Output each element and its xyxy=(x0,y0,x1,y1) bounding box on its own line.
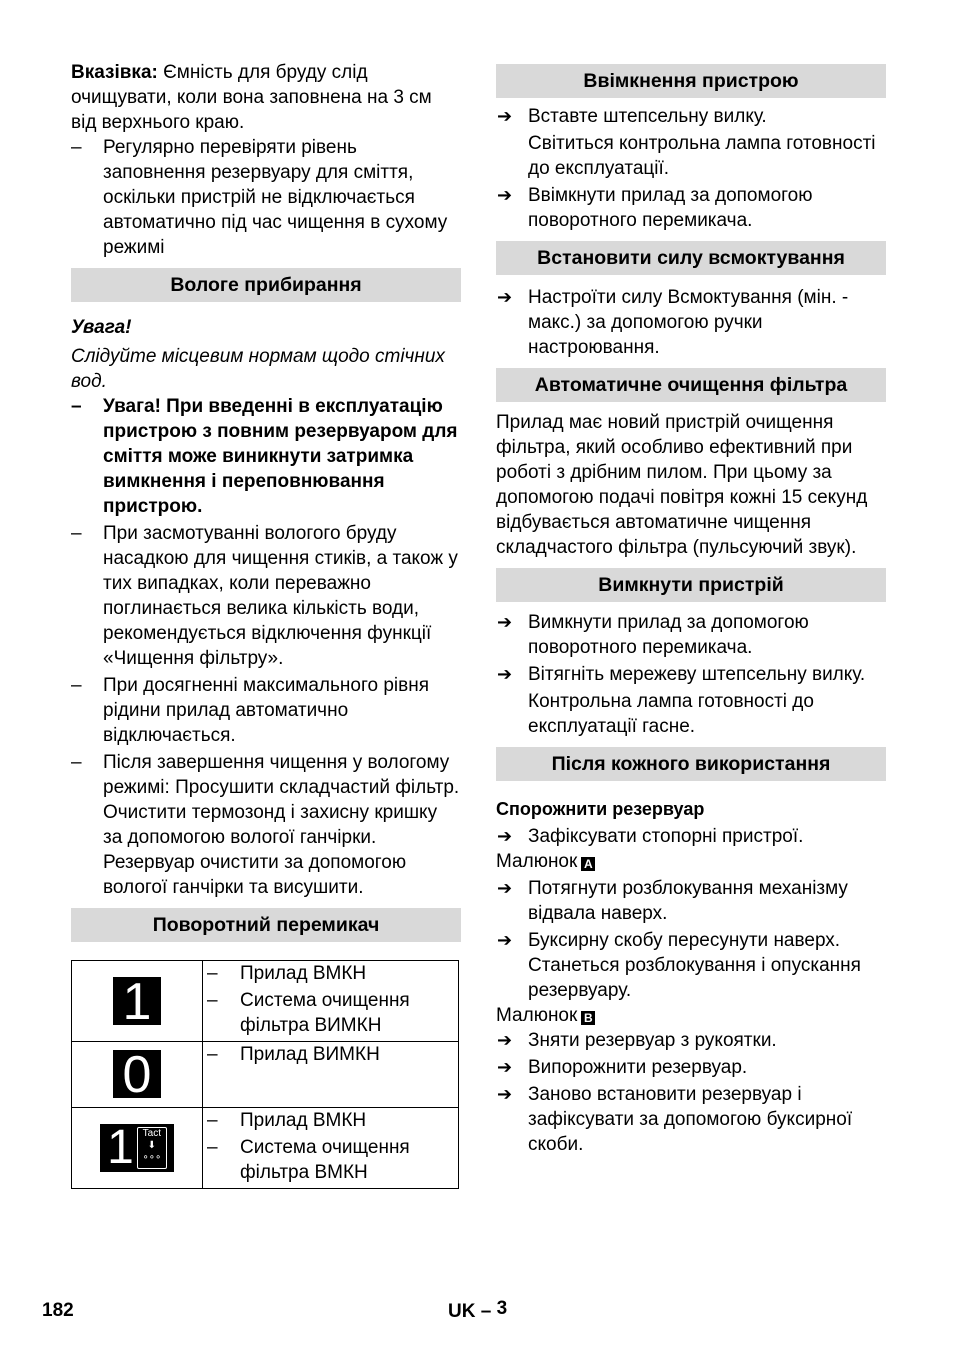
rotary-switch-heading: Поворотний перемикач xyxy=(71,908,461,942)
empty-tank-title: Спорожнити резервуар xyxy=(496,799,705,819)
left-column xyxy=(71,60,461,1189)
switch-on-heading: Ввімкнення пристрою xyxy=(496,64,886,98)
empty-step-6: ➔ Заново встановити резервуар і зафіксувати за допомогою буксирної скоби. xyxy=(496,1082,886,1157)
after-use-heading: Після кожного використання xyxy=(496,747,886,781)
filter-cleaning-heading: Автоматичне очищення фільтра xyxy=(496,368,886,402)
switch-off-step-1: ➔ Вимкнути прилад за допомогою поворотного перемикача. xyxy=(496,610,886,660)
empty-step-1: ➔ Зафіксувати стопорні пристрої. xyxy=(496,824,886,849)
tact-digit: 1 xyxy=(107,1121,134,1174)
suction-heading: Встановити силу всмоктування xyxy=(496,241,886,275)
note-label: Вказівка: xyxy=(71,62,158,83)
caution-label: Увага! xyxy=(71,317,132,338)
position-0-icon: 0 xyxy=(113,1050,161,1098)
position-1-icon: 1 xyxy=(113,977,161,1025)
switch-row-2-item-1: – Прилад ВИМКН xyxy=(207,1042,454,1067)
switch-on-step-1: ➔ Вставте штепсельну вилку. xyxy=(496,104,886,129)
language-code: UK xyxy=(448,1301,476,1322)
section-code xyxy=(448,1296,507,1324)
switch-text-cell xyxy=(203,1108,459,1189)
tact-label: Tact xyxy=(142,1128,162,1139)
suction-step: ➔ Настроїти силу Всмоктування (мін. - макс.) за допомогою ручки настроювання. xyxy=(496,285,886,360)
empty-step-2: ➔ Потягнути розблокування механізму відвала наверх. xyxy=(496,876,886,926)
figure-a-badge: A xyxy=(581,857,595,871)
switch-row-1 xyxy=(72,961,459,1042)
switch-row-3-item-2: – Система очищення фільтра ВМКН xyxy=(207,1135,454,1185)
switch-row-2 xyxy=(72,1042,459,1108)
wet-item-1: – Увага! При введенні в експлуатацію пристрою з повним резервуаром для сміття може виникнути затримка вимкнення і переповнювання пристрою. xyxy=(71,394,461,519)
switch-off-note: Контрольна лампа готовності до експлуатації гасне. xyxy=(528,691,814,737)
switch-row-3-item-1: – Прилад ВМКН xyxy=(207,1108,454,1133)
switch-off-step-2: ➔ Вітягніть мережеву штепсельну вилку. xyxy=(496,662,886,687)
switch-row-1-item-1: – Прилад ВМКН xyxy=(207,961,454,986)
right-column xyxy=(496,64,886,1157)
section-number: 3 xyxy=(496,1298,508,1319)
section-separator: – xyxy=(475,1301,497,1322)
switch-off-heading: Вимкнути пристрій xyxy=(496,568,886,602)
position-1-tact-icon xyxy=(100,1121,174,1174)
rotary-switch-table xyxy=(71,960,459,1189)
tact-dots-icon: ∘∘∘ xyxy=(142,1152,162,1163)
empty-step-3-note: Станеться розблокування і опускання резервуару. xyxy=(528,955,861,1001)
switch-on-step-2: ➔ Ввімкнути прилад за допомогою поворотного перемикача. xyxy=(496,183,886,233)
switch-symbol-cell xyxy=(72,1042,203,1108)
switch-symbol-cell xyxy=(72,1108,203,1189)
figure-b-ref xyxy=(496,1003,886,1028)
tact-arrow-icon: ⬇ xyxy=(147,1140,157,1151)
empty-step-3: ➔ Буксирну скобу пересунути наверх. xyxy=(496,928,886,953)
wet-item-2: – При засмотуванні вологого бруду насадкою для чищення стиків, а також у тих випадках, коли переважно поглинається велика кількість води, рекомендується відключення функції «Чищення фільтру». xyxy=(71,521,461,671)
empty-step-5: ➔ Випорожнити резервуар. xyxy=(496,1055,886,1080)
switch-text-cell xyxy=(203,1042,459,1108)
figure-label: Малюнок xyxy=(496,851,578,872)
tact-label-box xyxy=(137,1127,167,1169)
switch-on-step-1-note: Світиться контрольна лампа готовності до експлуатації. xyxy=(528,133,876,179)
wet-cleaning-heading: Вологе прибирання xyxy=(71,268,461,302)
note-item: – Регулярно перевіряти рівень заповнення резервуару для сміття, оскільки пристрій не відключається автоматично під час чищення в сухому режимі xyxy=(71,135,461,260)
empty-step-4: ➔ Зняти резервуар з рукоятки. xyxy=(496,1028,886,1053)
note-paragraph xyxy=(71,60,461,135)
figure-b-badge: B xyxy=(581,1011,595,1025)
figure-a-ref xyxy=(496,849,886,874)
switch-row-3 xyxy=(72,1108,459,1189)
switch-symbol-cell xyxy=(72,961,203,1042)
filter-cleaning-text: Прилад має новий пристрій очищення фільтра, який особливо ефективний при роботі з дрібним пилом. При цьому за допомогою подачі повітря кожні 15 секунд відбувається автоматичне чищення складчастого фільтра (пульсуючий звук). xyxy=(496,412,868,558)
wet-item-3: – При досягненні максимального рівня рідини прилад автоматично відключається. xyxy=(71,673,461,748)
note-text: Ємність для бруду слід очищувати, коли вона заповнена на 3 см від верхнього краю. xyxy=(71,62,432,133)
switch-text-cell xyxy=(203,961,459,1042)
wet-item-4: – Після завершення чищення у вологому режимі: Просушити складчастий фільтр. Очистити термозонд і захисну кришку за допомогою вологої ганчірки. Резервуар очистити за допомогою вологої ганчірки та висушити. xyxy=(71,750,461,900)
caution-text: Слідуйте місцевим нормам щодо стічних вод. xyxy=(71,346,445,392)
page-number: 182 xyxy=(42,1300,74,1321)
switch-row-1-item-2: – Система очищення фільтра ВИМКН xyxy=(207,988,454,1038)
figure-label: Малюнок xyxy=(496,1005,578,1026)
